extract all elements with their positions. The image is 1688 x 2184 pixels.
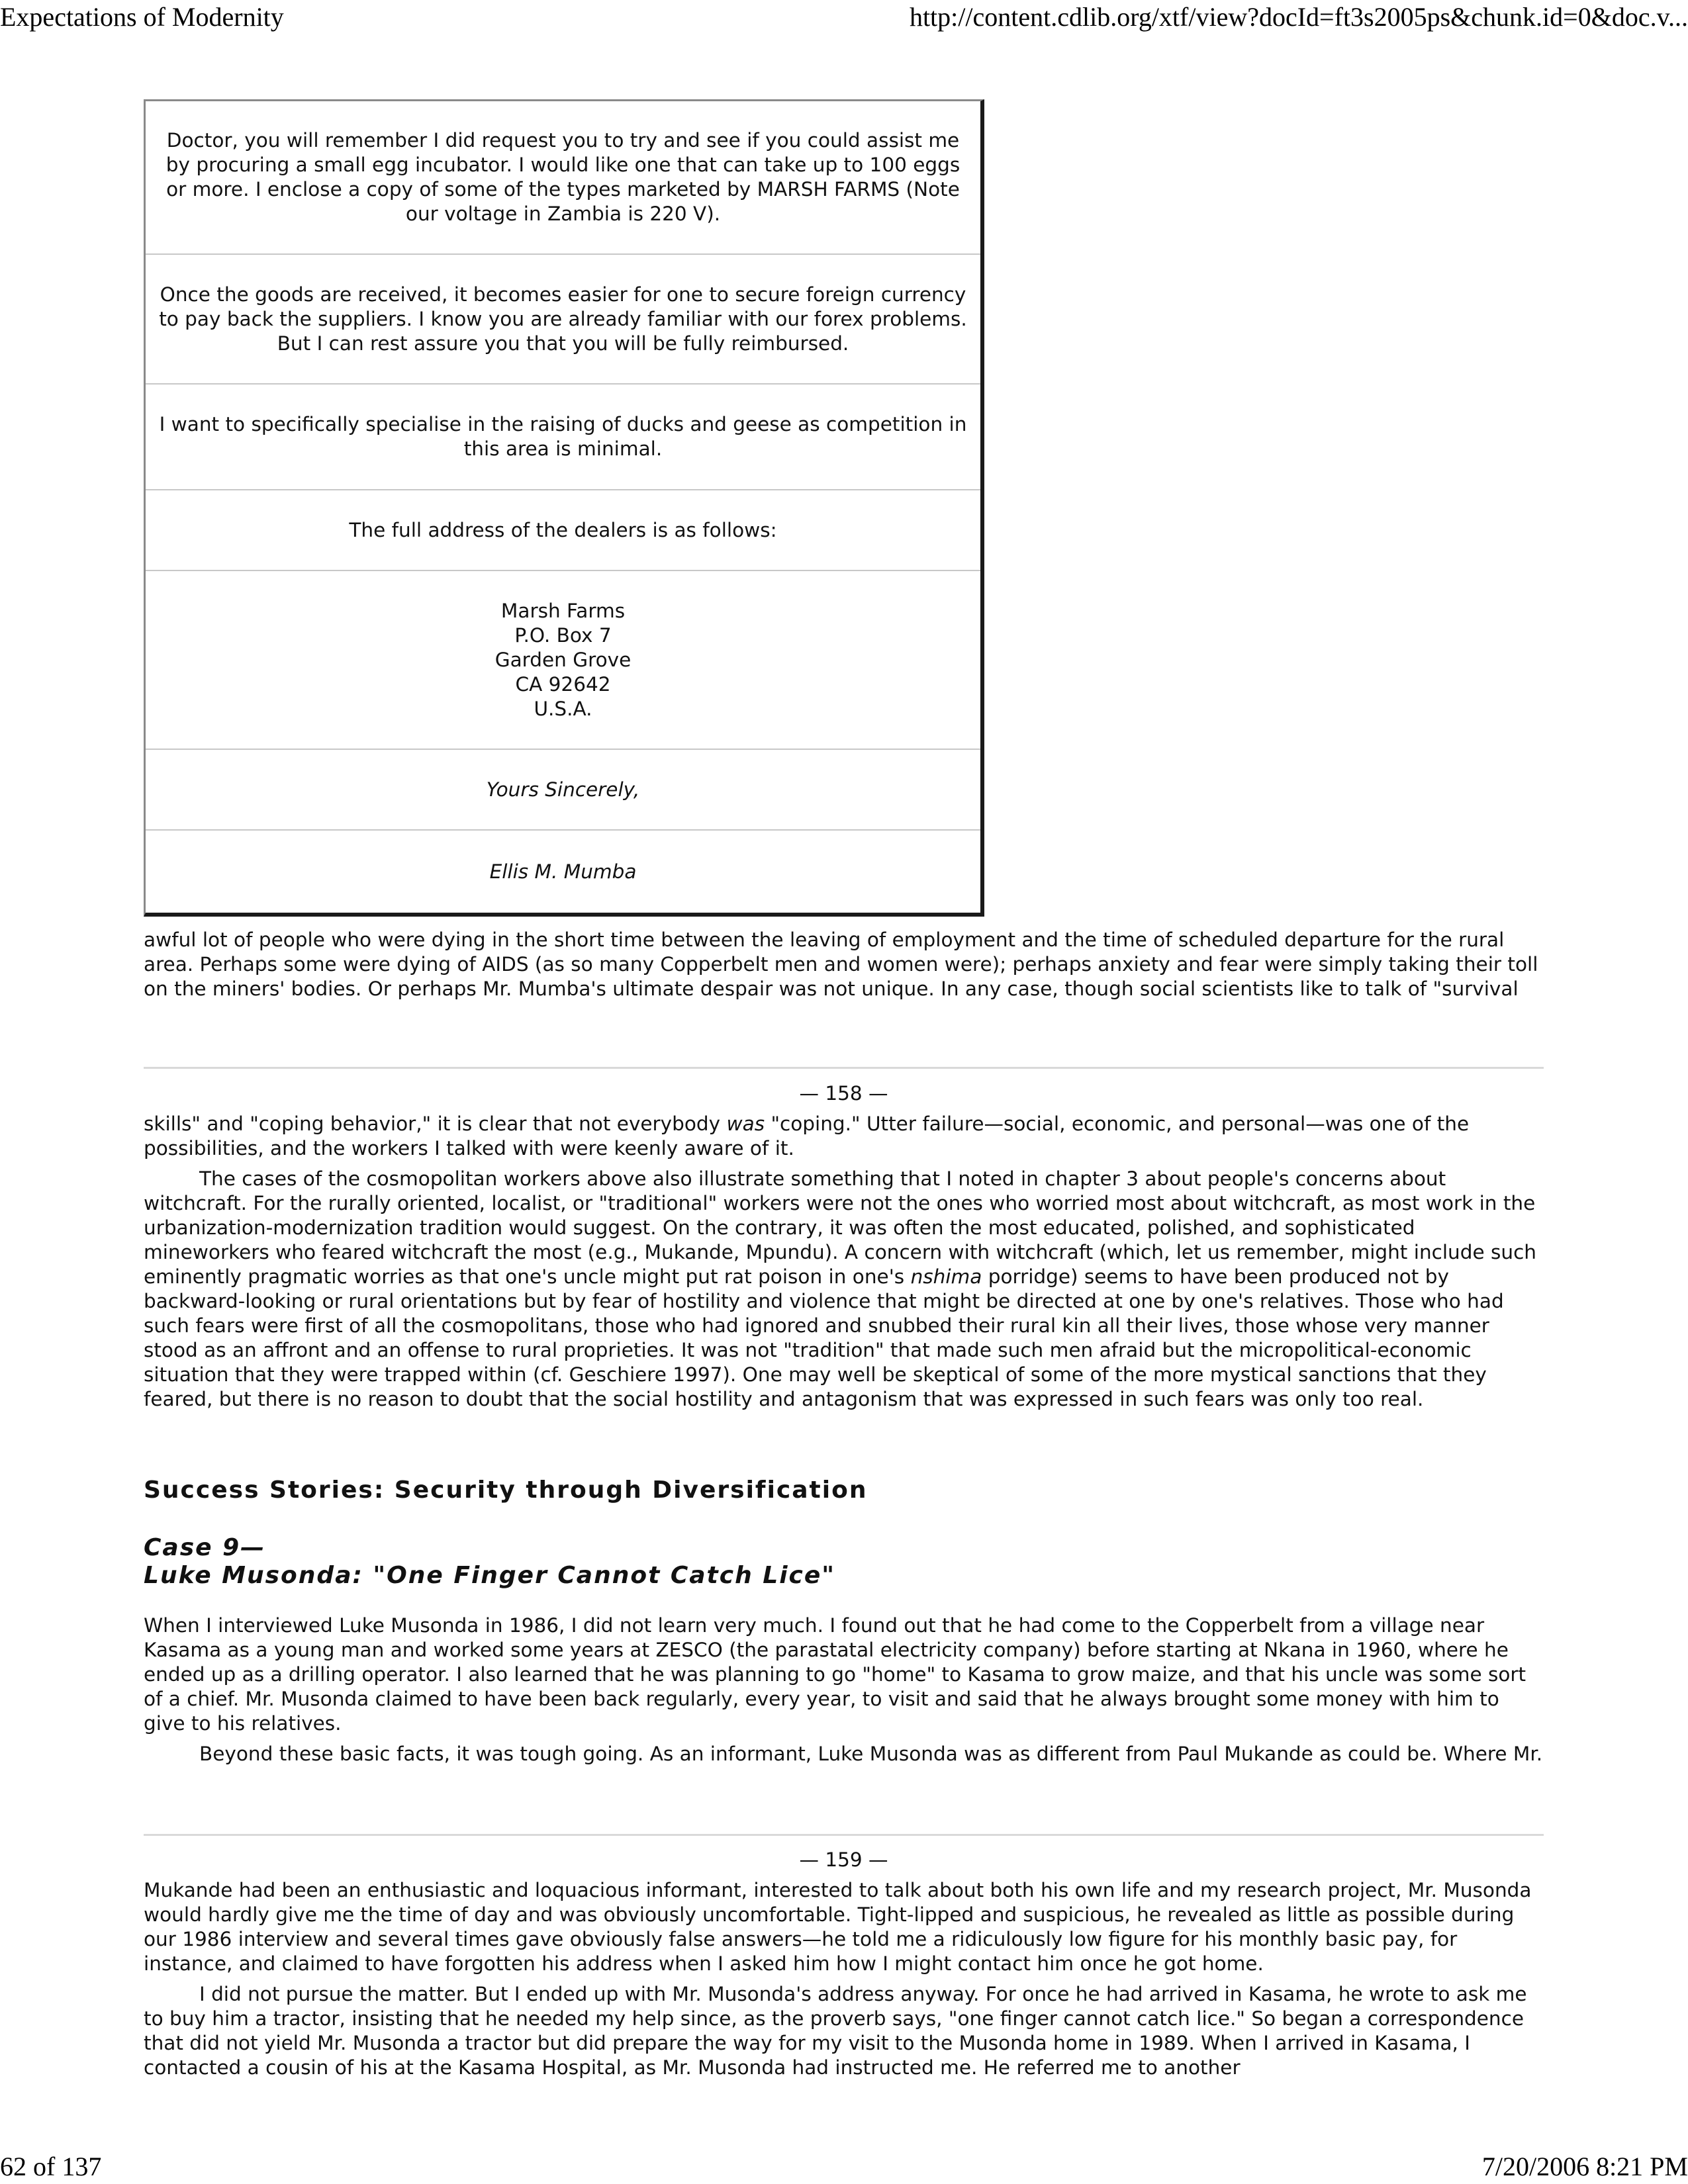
address-line: Garden Grove	[494, 648, 632, 671]
paragraph-text: awful lot of people who were dying in the short time between the leaving of employment and the time of scheduled departure for the rural area. Perhaps some were dying of AIDS (as so many Copperbelt men and women were); perhaps anxiety and fear were simply taking their toll on the miners' bodies. Or perhaps Mr. Mumba's ultimate despair was not unique. In any case, though social scientists like to talk of "survival	[144, 929, 1538, 1000]
text-run: "coping." Utter failure—social, economic, and personal—was one of the possibilities, and the workers I talked with were keenly aware of it.	[144, 1113, 1470, 1160]
paragraph-text	[144, 1112, 1544, 1161]
body-section-158	[144, 1112, 1544, 1412]
letter-address-block	[146, 571, 980, 750]
case-heading-line-1: Case 9—	[144, 1534, 266, 1561]
case-heading-line-2: Luke Musonda: "One Finger Cannot Catch Lice"	[144, 1562, 836, 1589]
paragraph-text: Beyond these basic facts, it was tough going. As an informant, Luke Musonda was as different from Paul Mukande as could be. Where Mr.	[199, 1743, 1543, 1765]
text-run: skills" and "coping behavior," it is clear that not everybody	[144, 1113, 727, 1135]
letter-table	[144, 99, 984, 917]
page-number-158: — 158 —	[799, 1082, 888, 1105]
page-number-159: — 159 —	[799, 1848, 888, 1871]
browser-print-title: Expectations of Modernity	[0, 2, 284, 32]
paragraph-text: I did not pursue the matter. But I ended up with Mr. Musonda's address anyway. For once he had arrived in Kasama, he wrote to ask me to buy him a tractor, insisting that he needed my help since, as the proverb says, "one finger cannot catch lice." So began a correspondence that did not yield Mr. Musonda a tractor but did prepare the way for my visit to the Musonda home in 1989. When I arrived in Kasama, I contacted a cousin of his at the Kasama Hospital, as Mr. Musonda had instructed me. He referred me to another	[144, 1983, 1527, 2079]
case-heading	[144, 1534, 835, 1590]
letter-paragraph-2: Once the goods are received, it becomes easier for one to secure foreign currency to pay back the suppliers. I know you are already familiar with our forex problems. But I can rest assure you that you will be fully reimbursed.	[146, 255, 980, 385]
paragraph-text: Mukande had been an enthusiastic and loquacious informant, interested to talk about both his own life and my research project, Mr. Musonda would hardly give me the time of day and was obviously uncomfortable. Tight-lipped and suspicious, he revealed as little as possible during our 1986 interview and several times gave obviously false answers—he told me a ridiculously low figure for his monthly basic pay, for instance, and claimed to have forgotten his address when I asked him how I might contact him once he got home.	[144, 1879, 1532, 1975]
address-line: Marsh Farms	[500, 599, 626, 622]
letter-paragraph-1: Doctor, you will remember I did request you to try and see if you could assist me by procuring a small egg incubator. I would like one that can take up to 100 eggs or more. I enclose a copy of some of the types marketed by MARSH FARMS (Note our voltage in Zambia is 220 V).	[146, 101, 980, 255]
body-section-case	[144, 1614, 1544, 1766]
browser-print-url: http://content.cdlib.org/xtf/view?docId=ft3s2005ps&chunk.id=0&doc.v...	[909, 2, 1688, 32]
letter-closing: Yours Sincerely,	[146, 750, 980, 831]
section-heading: Success Stories: Security through Diversification	[144, 1477, 868, 1504]
address-line: U.S.A.	[534, 697, 592, 720]
paragraph-text	[144, 1167, 1544, 1412]
body-section-159	[144, 1878, 1544, 2080]
print-datetime: 7/20/2006 8:21 PM	[1481, 2152, 1688, 2181]
print-page-count: 62 of 137	[0, 2152, 102, 2181]
letter-paragraph-3: I want to specifically specialise in the raising of ducks and geese as competition in this area is minimal.	[146, 385, 980, 490]
page-divider	[144, 1067, 1544, 1069]
emphasis: nshima	[910, 1265, 982, 1288]
body-paragraph	[144, 928, 1544, 1001]
emphasis: was	[726, 1113, 765, 1135]
letter-signature: Ellis M. Mumba	[489, 860, 637, 883]
paragraph-text: When I interviewed Luke Musonda in 1986, I did not learn very much. I found out that he had come to the Copperbelt from a village near Kasama as a young man and worked some years at ZESCO (the parastatal electricity company) before starting at Nkana in 1960, where he ended up as a drilling operator. I also learned that he was planning to go "home" to Kasama to grow maize, and that his uncle was some sort of a chief. Mr. Musonda claimed to have been back regularly, every year, to visit and said that he always brought some money with him to give to his relatives.	[144, 1614, 1526, 1735]
text-run: porridge) seems to have been produced not by backward-looking or rural orientations but by fear of hostility and violence that might be directed at one by one's relatives. Those who had such fears were first of all the cosmopolitans, those who had ignored and snubbed their rural kin all their lives, those whose very manner stood as an affront and an offense to rural proprieties. It was not "tradition" that made such men afraid but the micropolitical-economic situation that they were trapped within (cf. Geschiere 1997). One may well be skeptical of some of the more mystical sanctions that they feared, but there is no reason to doubt that the social hostility and antagonism that was expressed in such fears was only too real.	[144, 1265, 1504, 1410]
address-line: P.O. Box 7	[514, 623, 612, 647]
page-divider	[144, 1834, 1544, 1836]
text-run: The cases of the cosmopolitan workers above also illustrate something that I noted in chapter 3 about people's concerns about witchcraft. For the rurally oriented, localist, or "traditional" workers were not the ones who worried most about witchcraft, as most work in the urbanization-modernization tradition would suggest. On the contrary, it was often the most educated, polished, and sophisticated mineworkers who feared witchcraft the most (e.g., Mukande, Mpundu). A concern with witchcraft (which, let us remember, might include such eminently pragmatic worries as that one's uncle might put rat poison in one's	[144, 1167, 1536, 1288]
address-line: CA 92642	[515, 672, 611, 696]
letter-paragraph-4: The full address of the dealers is as follows:	[146, 490, 980, 571]
